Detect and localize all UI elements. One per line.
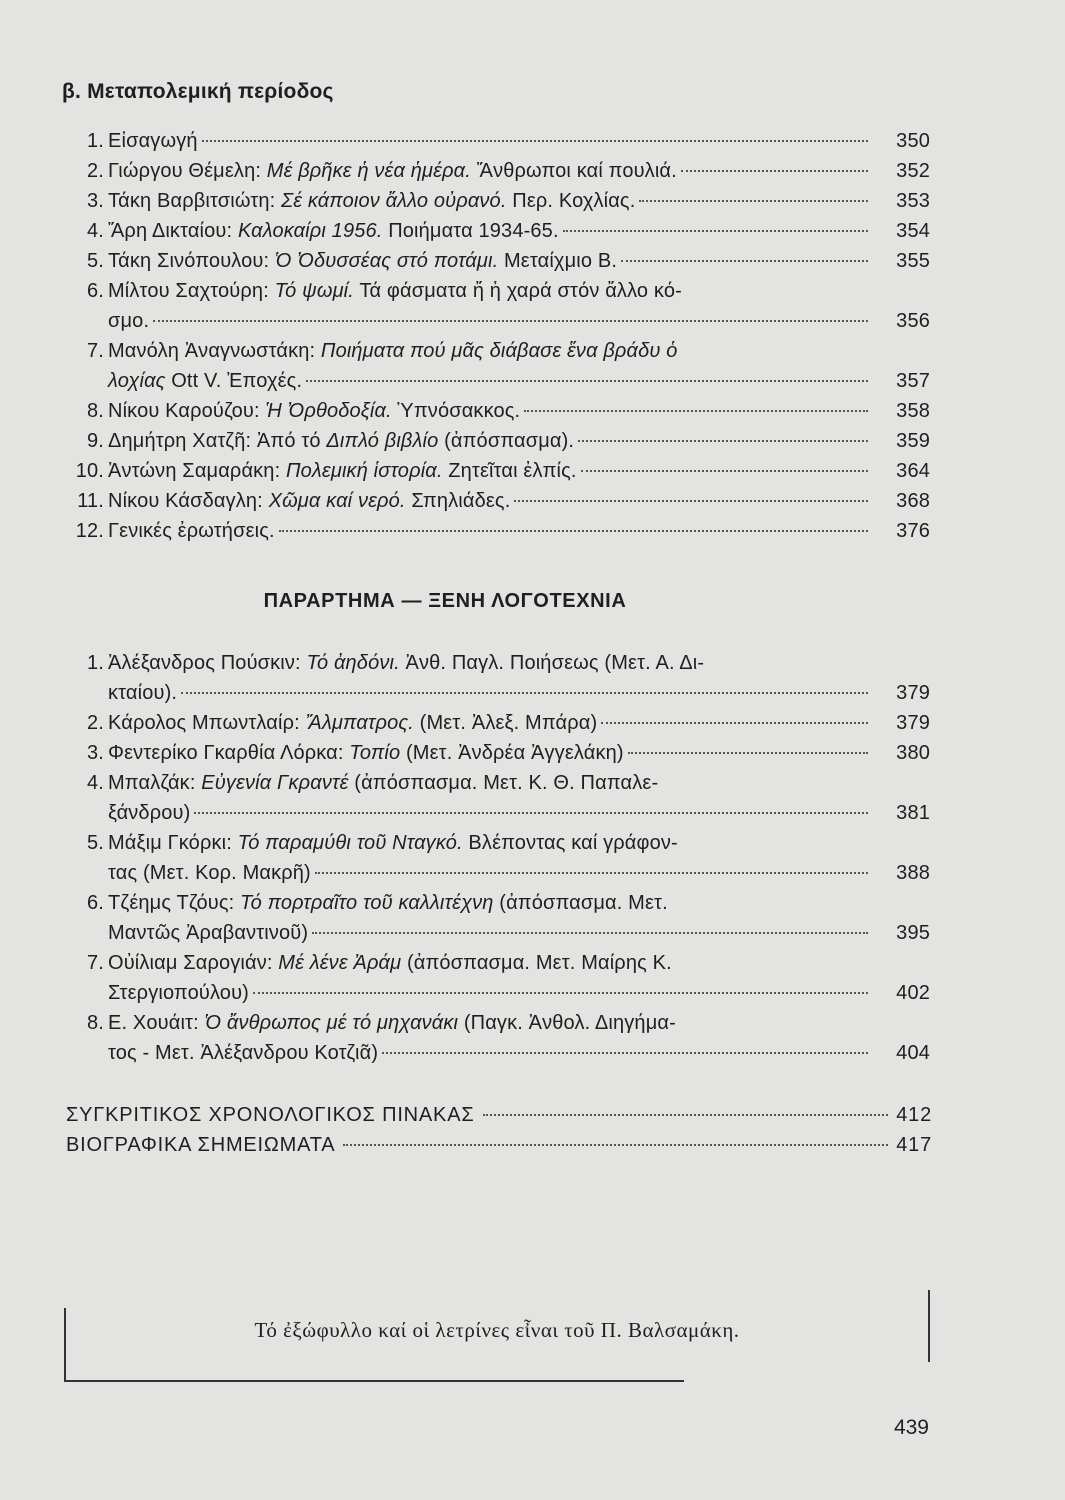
toc-entry	[62, 708, 930, 738]
entry-number: 11.	[77, 490, 104, 512]
entry-number: 1.	[87, 652, 104, 674]
entry-title-italic: Ὁ Ὀδυσσέας στό ποτάμι.	[274, 250, 499, 272]
entry-line	[108, 828, 930, 858]
entry-text-segment: σμο.	[108, 310, 150, 332]
entry-text-segment: Ζητεῖται ἐλπίς.	[442, 460, 577, 482]
entry-text-segment: Φεντερίκο Γκαρθία Λόρκα:	[108, 742, 350, 764]
entry-text-segment: Ὑπνόσακκος.	[391, 400, 521, 422]
dot-leader	[343, 1144, 888, 1146]
entry-line	[108, 798, 930, 828]
entry-line	[108, 306, 930, 336]
entry-page-number: 381	[896, 802, 930, 824]
entry-text	[108, 828, 678, 858]
entry-text-segment: Νίκου Κάσδαγλη:	[108, 490, 269, 512]
entry-text	[108, 426, 574, 456]
entry-text	[108, 276, 682, 306]
entry-line	[108, 858, 930, 888]
entry-line	[108, 366, 930, 396]
entry-text-segment: Ἀλέξανδρος Πούσκιν:	[108, 652, 307, 674]
appendix-entry-page-number: 412	[896, 1104, 932, 1126]
entry-text-segment: τας (Μετ. Κορ. Μακρῆ)	[108, 862, 311, 884]
entry-title-italic: Τό ψωμί.	[274, 280, 354, 302]
toc-entry	[62, 648, 930, 708]
entry-text	[108, 678, 177, 708]
dot-leader	[279, 530, 868, 532]
entry-text	[108, 246, 617, 276]
entry-title-italic: Τοπίο	[349, 742, 401, 764]
entry-text-segment: Ἀνθ. Παγλ. Ποιήσεως (Μετ. Α. Δι-	[399, 652, 705, 674]
entry-text-segment: Μπαλζάκ:	[108, 772, 202, 794]
dot-leader	[681, 170, 868, 172]
entry-text	[108, 768, 658, 798]
entry-text-segment: Ἄρη Δικταίου:	[108, 220, 238, 242]
entry-text	[108, 186, 635, 216]
entry-body	[108, 888, 930, 948]
entry-page-number: 395	[896, 922, 930, 944]
entry-body	[108, 828, 930, 888]
entry-line	[108, 708, 930, 738]
toc-entry	[62, 396, 930, 426]
entry-title-italic: Χῶμα καί νερό.	[268, 490, 406, 512]
entry-text-segment: Νίκου Καρούζου:	[108, 400, 266, 422]
entry-text	[108, 456, 577, 486]
entry-text	[108, 708, 597, 738]
entry-line	[108, 246, 930, 276]
entry-text-segment: (ἀπόσπασμα).	[438, 430, 575, 452]
entry-number: 5.	[87, 832, 104, 854]
entry-text-segment: Ἄνθρωποι καί πουλιά.	[470, 160, 677, 182]
entry-body	[108, 126, 930, 156]
entry-text	[108, 216, 559, 246]
entry-text-segment: Μίλτου Σαχτούρη:	[108, 280, 275, 302]
entry-text-segment: Ε. Χουάιτ:	[108, 1012, 205, 1034]
toc-entry	[62, 426, 930, 456]
entry-body	[108, 336, 930, 396]
entry-number: 3.	[87, 190, 104, 212]
entry-body	[108, 516, 930, 546]
entry-line	[108, 156, 930, 186]
entry-page-number: 388	[896, 862, 930, 884]
entry-text	[108, 1008, 676, 1038]
entry-text	[108, 648, 704, 678]
entry-page-number: 352	[896, 160, 930, 182]
entry-text	[108, 306, 149, 336]
entry-title-italic: Μέ λένε Ἀράμ	[278, 952, 402, 974]
entry-text	[108, 486, 510, 516]
entry-body	[108, 456, 930, 486]
entry-line	[108, 648, 930, 678]
entry-title-italic: Ποιήματα πού μᾶς διάβασε ἕνα βράδυ ὁ	[320, 340, 678, 362]
entry-number: 1.	[87, 130, 104, 152]
toc-entry	[62, 516, 930, 546]
entry-number: 3.	[87, 742, 104, 764]
credit-text: Τό ἐξώφυλλο καί οἱ λετρίνες εἶναι τοῦ Π. Βαλσαμάκη.	[254, 1318, 740, 1342]
toc-entry	[62, 738, 930, 768]
entry-title-italic: Σέ κάποιον ἄλλο οὐρανό.	[281, 190, 507, 212]
entry-page-number: 359	[896, 430, 930, 452]
entry-text-segment: Στεργιοπούλου)	[108, 982, 249, 1004]
entry-line	[108, 426, 930, 456]
entry-text	[108, 858, 311, 888]
credit-box	[64, 1290, 930, 1382]
entry-title-italic: Ἄλμπατρος.	[305, 712, 414, 734]
entry-line	[108, 738, 930, 768]
entry-number: 4.	[87, 220, 104, 242]
toc-entry	[62, 456, 930, 486]
entry-page-number: 350	[896, 130, 930, 152]
entry-line	[108, 678, 930, 708]
entry-text-segment: (ἀπόσπασμα. Μετ.	[493, 892, 668, 914]
entry-text-segment: Μεταίχμιο Β.	[498, 250, 618, 272]
entry-text	[108, 126, 198, 156]
entry-text	[108, 918, 308, 948]
entry-page-number: 402	[896, 982, 930, 1004]
dot-leader	[639, 200, 868, 202]
entry-text	[108, 738, 624, 768]
entry-line	[108, 768, 930, 798]
entry-text-segment: Ποιήματα 1934-65.	[382, 220, 559, 242]
entry-text	[108, 948, 672, 978]
entry-title-italic: Τό ἀηδόνι.	[306, 652, 400, 674]
entry-body	[108, 708, 930, 738]
entry-text	[108, 396, 520, 426]
entry-body	[108, 948, 930, 1008]
entry-body	[108, 246, 930, 276]
entry-number: 2.	[87, 712, 104, 734]
entry-line	[108, 1038, 930, 1068]
entry-text-segment: κταίου).	[108, 682, 178, 704]
entry-text-segment: Γιώργου Θέμελη:	[108, 160, 267, 182]
toc-entry	[62, 888, 930, 948]
box-border-bottom	[64, 1380, 684, 1382]
entry-page-number: 364	[896, 460, 930, 482]
entry-page-number: 404	[896, 1042, 930, 1064]
entry-body	[108, 186, 930, 216]
dot-leader	[578, 440, 868, 442]
entry-number: 8.	[87, 400, 104, 422]
entry-number: 6.	[87, 280, 104, 302]
entry-body	[108, 156, 930, 186]
entry-text	[108, 888, 668, 918]
dot-leader	[563, 230, 868, 232]
entry-text-segment: τος - Μετ. Ἀλέξανδρου Κοτζιᾶ)	[108, 1042, 379, 1064]
appendix-entry-label: ΣΥΓΚΡΙΤΙΚΟΣ ΧΡΟΝΟΛΟΓΙΚΟΣ ΠΙΝΑΚΑΣ	[66, 1104, 475, 1126]
entry-text-segment: Μαντῶς Ἀραβαντινοῦ)	[108, 922, 309, 944]
appendix-entry-page-number: 417	[896, 1134, 932, 1156]
entry-number: 8.	[87, 1012, 104, 1034]
entry-line	[108, 336, 930, 366]
toc-entry	[62, 276, 930, 336]
entry-text	[108, 516, 275, 546]
dot-leader	[621, 260, 868, 262]
section-heading: β. Μεταπολεμική περίοδος	[62, 80, 334, 103]
appendix-title: ΠΑΡΑΡΤΗΜΑ — ΞΕΝΗ ΛΟΓΟΤΕΧΝΙΑ	[263, 590, 627, 612]
entry-title-italic: Εὐγενία Γκραντέ	[201, 772, 349, 794]
entry-text-segment: (ἀπόσπασμα. Μετ. Μαίρης Κ.	[401, 952, 672, 974]
entry-page-number: 357	[896, 370, 930, 392]
toc-entry	[62, 336, 930, 396]
entry-line	[108, 186, 930, 216]
page-number: 439	[893, 1416, 929, 1439]
entry-line	[108, 1008, 930, 1038]
entry-title-italic: Μέ βρῆκε ἡ νέα ἡμέρα.	[266, 160, 471, 182]
entry-text-segment: Κάρολος Μπωντλαίρ:	[108, 712, 306, 734]
entry-text-segment: Ἀντώνη Σαμαράκη:	[108, 460, 286, 482]
entry-text-segment: (Παγκ. Ἀνθολ. Διηγήμα-	[458, 1012, 676, 1034]
dot-leader	[382, 1052, 868, 1054]
entry-text-segment: Μάξιμ Γκόρκι:	[108, 832, 238, 854]
entry-title-italic: Καλοκαίρι 1956.	[237, 220, 383, 242]
entry-text-segment: Περ. Κοχλίας.	[506, 190, 636, 212]
entry-text-segment: ξάνδρου)	[108, 802, 191, 824]
entry-text-segment: (Μετ. Ἀλεξ. Μπάρα)	[413, 712, 598, 734]
entry-line	[108, 276, 930, 306]
entry-line	[108, 216, 930, 246]
entry-text-segment: Σπηλιάδες.	[405, 490, 511, 512]
entry-body	[108, 738, 930, 768]
dot-leader	[181, 692, 868, 694]
entry-body	[108, 396, 930, 426]
dot-leader	[253, 992, 868, 994]
entry-number: 12.	[75, 520, 104, 542]
entry-text	[108, 366, 302, 396]
entry-text-segment: Εἰσαγωγή	[108, 130, 198, 152]
entry-text-segment: Τάκη Σινόπουλου:	[108, 250, 275, 272]
entry-line	[108, 126, 930, 156]
entry-body	[108, 426, 930, 456]
entry-line	[108, 888, 930, 918]
toc-entry	[62, 156, 930, 186]
entry-text-segment: Οὐίλιαμ Σαρογιάν:	[108, 952, 279, 974]
entry-text	[108, 156, 677, 186]
dot-leader	[312, 932, 868, 934]
entry-text	[108, 798, 190, 828]
dot-leader	[483, 1114, 889, 1116]
entry-number: 2.	[87, 160, 104, 182]
entry-number: 10.	[75, 460, 104, 482]
entry-number: 7.	[87, 340, 104, 362]
entry-page-number: 356	[896, 310, 930, 332]
entry-number: 9.	[87, 430, 104, 452]
entry-body	[108, 768, 930, 828]
entry-page-number: 358	[896, 400, 930, 422]
toc-entry	[62, 126, 930, 156]
entry-body	[108, 1008, 930, 1068]
entry-title-italic: Πολεμική ἱστορία.	[286, 460, 443, 482]
toc-entry	[62, 948, 930, 1008]
entry-title-italic: Ὁ ἄνθρωπος μέ τό μηχανάκι	[204, 1012, 459, 1034]
entry-text-segment: Βλέποντας καί γράφον-	[462, 832, 678, 854]
entry-line	[108, 456, 930, 486]
entry-text-segment: (ἀπόσπασμα. Μετ. Κ. Θ. Παπαλε-	[348, 772, 659, 794]
entry-body	[108, 216, 930, 246]
entry-body	[108, 486, 930, 516]
entry-text-segment: Τά φάσματα ἤ ἡ χαρά στόν ἄλλο κό-	[353, 280, 682, 302]
toc-entry	[62, 216, 930, 246]
entry-number: 5.	[87, 250, 104, 272]
entry-page-number: 379	[896, 712, 930, 734]
entry-text-segment: Τζέημς Τζόυς:	[108, 892, 241, 914]
dot-leader	[315, 872, 868, 874]
entry-text	[108, 978, 249, 1008]
toc-entry	[62, 1008, 930, 1068]
entry-page-number: 355	[896, 250, 930, 272]
toc-appendix-entry	[66, 1134, 932, 1157]
dot-leader	[306, 380, 868, 382]
dot-leader	[153, 320, 868, 322]
entry-text-segment: Δημήτρη Χατζῆ: Ἀπό τό	[108, 430, 327, 452]
entry-number: 7.	[87, 952, 104, 974]
entry-text	[108, 1038, 378, 1068]
entry-line	[108, 918, 930, 948]
entry-line	[108, 396, 930, 426]
entry-title-italic: Τό πορτραῖτο τοῦ καλλιτέχνη	[240, 892, 494, 914]
entry-body	[108, 648, 930, 708]
entry-number: 6.	[87, 892, 104, 914]
dot-leader	[514, 500, 868, 502]
entry-page-number: 354	[896, 220, 930, 242]
entry-title-italic: Ἡ Ὀρθοδοξία.	[265, 400, 392, 422]
dot-leader	[524, 410, 868, 412]
entry-line	[108, 978, 930, 1008]
dot-leader	[202, 140, 868, 142]
toc-entry	[62, 828, 930, 888]
entry-page-number: 368	[896, 490, 930, 512]
entry-text-segment: (Μετ. Ἀνδρέα Ἀγγελάκη)	[400, 742, 624, 764]
entry-page-number: 376	[896, 520, 930, 542]
entry-body	[108, 276, 930, 336]
entry-text-segment: Γενικές ἐρωτήσεις.	[108, 520, 275, 542]
toc-entry	[62, 246, 930, 276]
appendix-entry-label: ΒΙΟΓΡΑΦΙΚΑ ΣΗΜΕΙΩΜΑΤΑ	[66, 1134, 336, 1156]
entry-title-italic: Τό παραμύθι τοῦ Νταγκό.	[237, 832, 463, 854]
dot-leader	[194, 812, 868, 814]
entry-text-segment: Μανόλη Ἀναγνωστάκη:	[108, 340, 321, 362]
dot-leader	[601, 722, 868, 724]
toc-appendix-entry	[66, 1104, 932, 1127]
dot-leader	[628, 752, 868, 754]
entry-line	[108, 516, 930, 546]
entry-line	[108, 948, 930, 978]
entry-page-number: 353	[896, 190, 930, 212]
entry-text-segment: Ott V. Ἐποχές.	[165, 370, 303, 392]
entry-title-italic: Διπλό βιβλίο	[326, 430, 439, 452]
toc-entry	[62, 486, 930, 516]
entry-text	[108, 336, 677, 366]
toc-entry	[62, 768, 930, 828]
entry-page-number: 380	[896, 742, 930, 764]
entry-page-number: 379	[896, 682, 930, 704]
entry-title-italic: λοχίας	[108, 370, 166, 392]
toc-entry	[62, 186, 930, 216]
entry-line	[108, 486, 930, 516]
dot-leader	[581, 470, 868, 472]
entry-text-segment: Τάκη Βαρβιτσιώτη:	[108, 190, 282, 212]
entry-number: 4.	[87, 772, 104, 794]
